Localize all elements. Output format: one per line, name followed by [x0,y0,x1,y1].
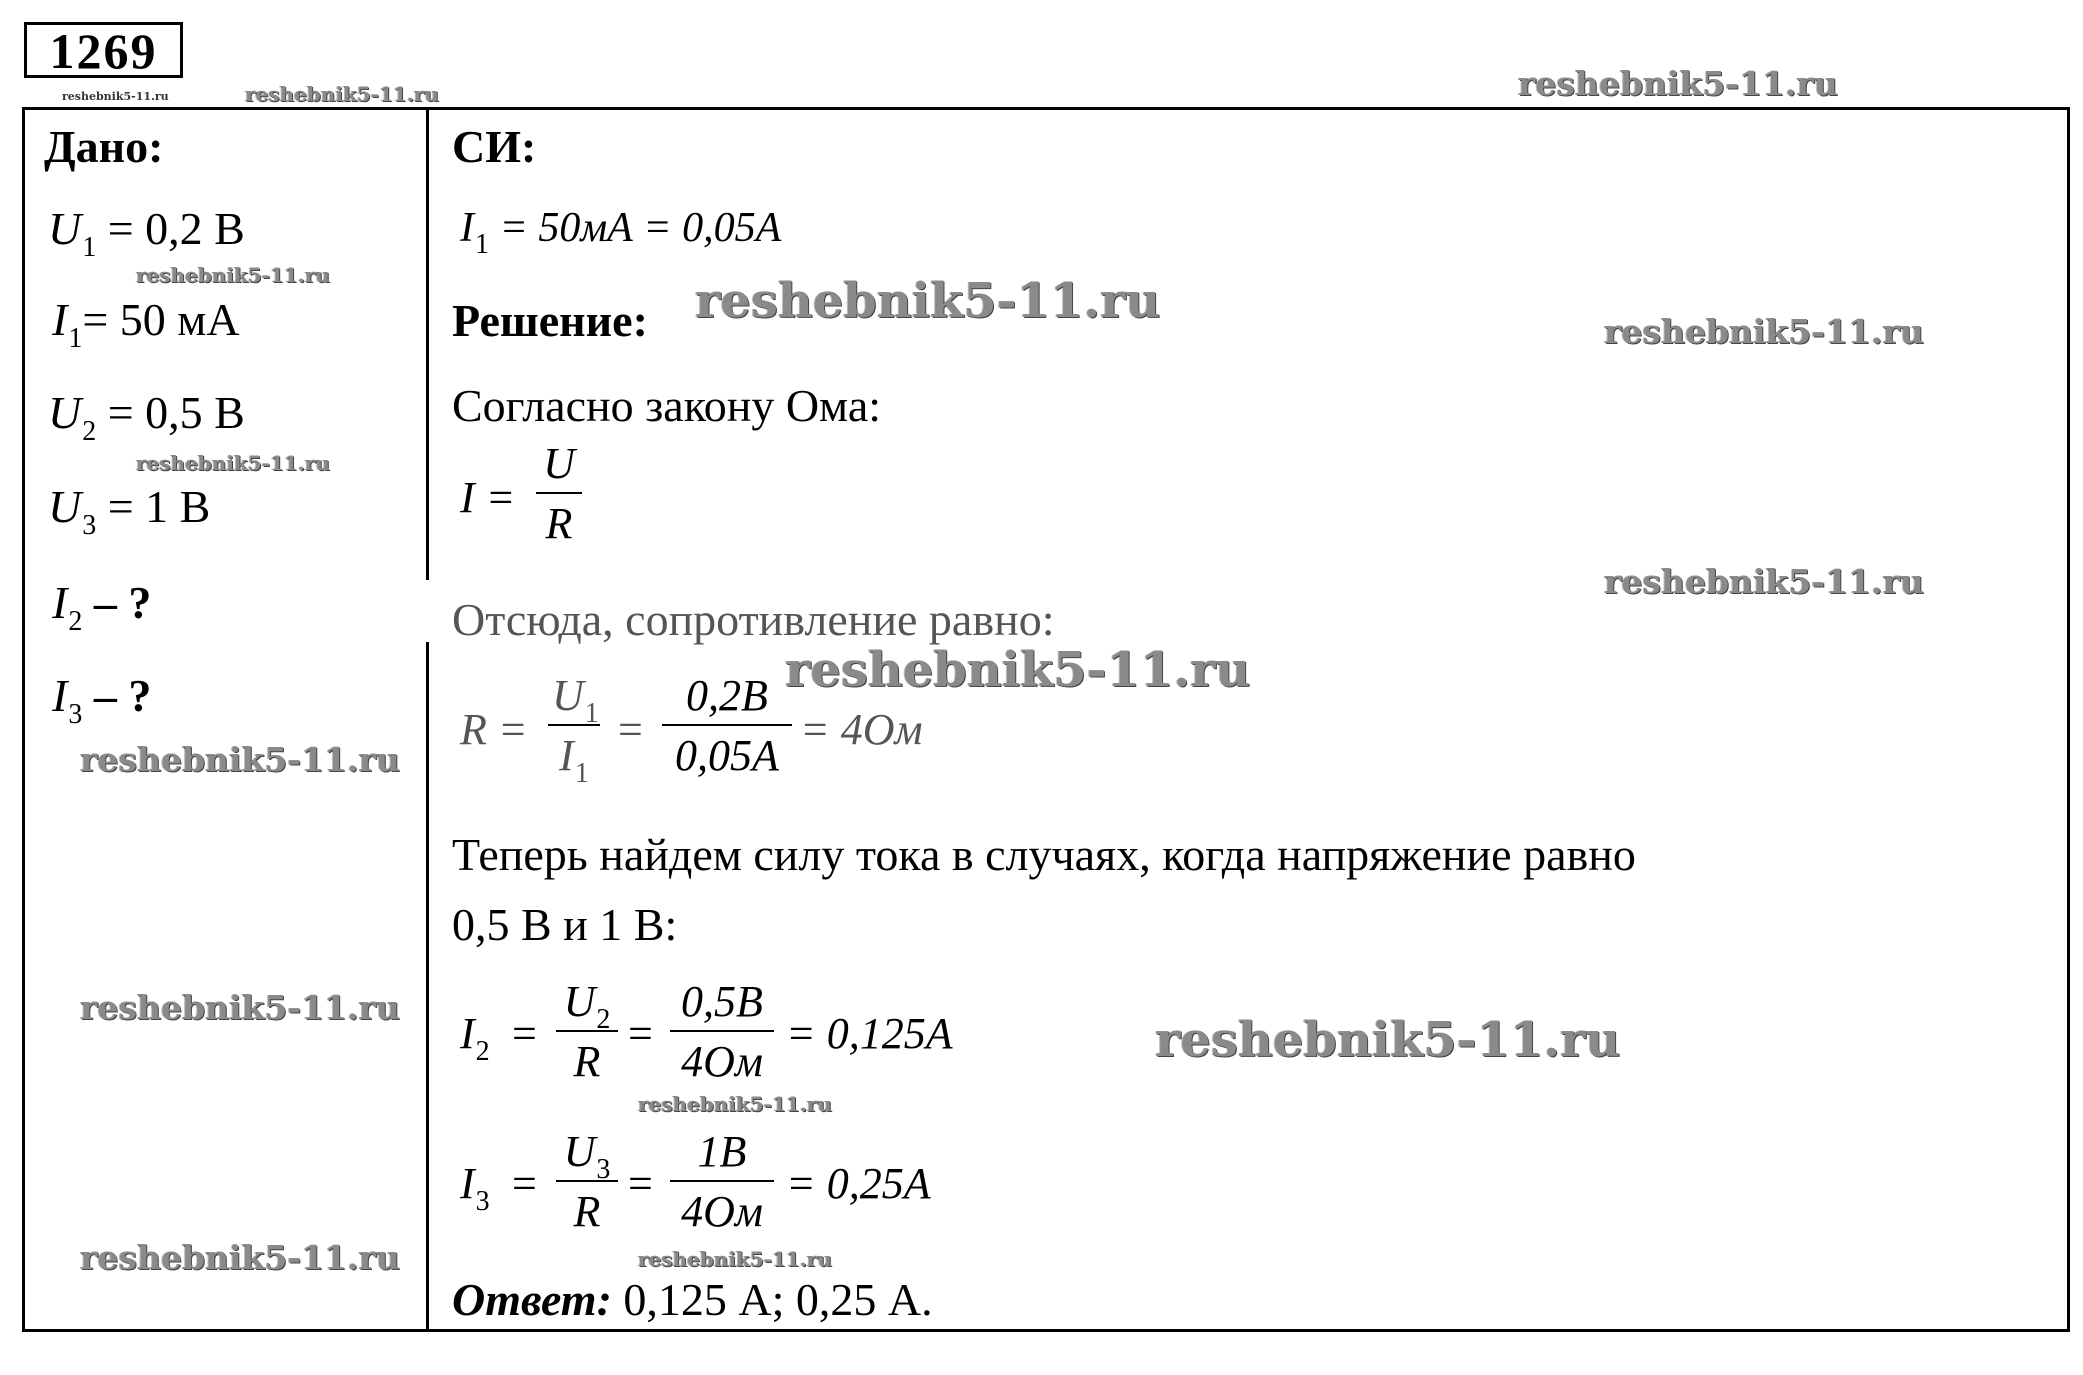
given-u3: $U_3 = 1$ В [48,481,211,541]
answer [452,1274,933,1325]
i3-formula-result: = 0,25А [786,1159,931,1208]
watermark-text: reshebnik5-11.ru [1604,562,1924,601]
solution-table [22,107,2070,1332]
r-formula-result: = 4Ом [800,705,923,754]
watermark-text: reshebnik5-11.ru [695,273,1161,329]
answer-label: Ответ: [452,1274,612,1325]
si-conversion: $I_1 = 50мА = 0,05А$ [460,205,782,260]
watermark-text: reshebnik5-11.ru [80,988,400,1027]
given-i2-unknown: $I_2$ – ? [52,577,152,637]
r-formula-fraction-1: $U_1$ $I_1$ [548,674,600,778]
ohm-formula-fraction: U R [536,442,582,546]
i2-formula-eq2: = [628,1009,653,1058]
given-i1: $I_1= 50$ мА [52,294,240,354]
solution-heading: Решение: [452,295,648,346]
ohm-formula-lhs: I = [460,473,516,522]
divider-gap [420,580,440,642]
watermark-text: reshebnik5-11.ru [1155,1012,1621,1068]
watermark-text: reshebnik5-11.ru [136,451,330,475]
ohm-law-text: Согласно закону Ома: [452,380,882,431]
resistance-text: Отсюда, сопротивление равно: [452,594,1055,645]
i3-formula-eq: = [512,1159,537,1208]
watermark-text: reshebnik5-11.ru [80,740,400,779]
r-formula-fraction-2: 0,2В 0,05А [662,674,792,778]
r-formula-eq: = [618,705,643,754]
i2-formula-result: = 0,125А [786,1009,953,1058]
watermark-text: reshebnik5-11.ru [638,1247,832,1271]
i2-formula-lhs: $I_2$ [460,1009,490,1067]
watermark-text: reshebnik5-11.ru [62,90,169,103]
si-heading: СИ: [452,121,537,172]
watermark-text: reshebnik5-11.ru [136,263,330,287]
problem-number: 1269 [24,22,183,78]
i3-formula-lhs: $I_3$ [460,1159,490,1217]
watermark-text: reshebnik5-11.ru [80,1238,400,1277]
answer-value: 0,125 А; 0,25 А. [611,1274,933,1325]
watermark-text: reshebnik5-11.ru [1518,64,1838,103]
watermark-text: reshebnik5-11.ru [638,1092,832,1116]
column-divider [426,107,429,1332]
current-text-line-1: Теперь найдем силу тока в случаях, когда напряжение равно [452,829,1636,880]
watermark-text: reshebnik5-11.ru [245,82,439,106]
i3-formula-eq2: = [628,1159,653,1208]
i3-formula-fraction-1: $U_3$ R [556,1130,618,1234]
i2-formula-eq: = [512,1009,537,1058]
given-u1: $U_1 = 0,2$ В [48,203,245,263]
i2-formula-fraction-2: 0,5В 4Ом [670,980,774,1084]
watermark-text: reshebnik5-11.ru [1604,312,1924,351]
given-i3-unknown: $I_3$ – ? [52,670,152,730]
given-u2: $U_2 = 0,5$ В [48,387,245,447]
watermark-text: reshebnik5-11.ru [785,642,1251,698]
r-formula-lhs: R = [460,705,528,754]
i2-formula-fraction-1: $U_2$ R [556,980,618,1084]
i3-formula-fraction-2: 1В 4Ом [670,1130,774,1234]
given-heading: Дано: [44,121,164,172]
current-text-line-2: 0,5 В и 1 В: [452,899,678,950]
